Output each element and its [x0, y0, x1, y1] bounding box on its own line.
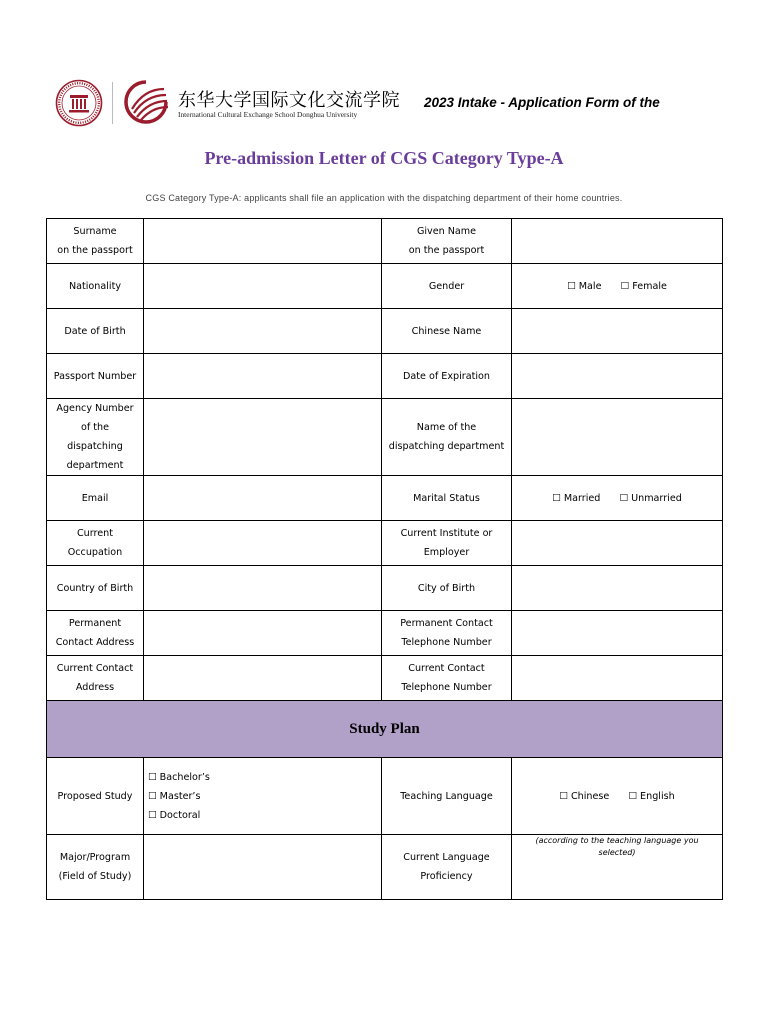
checkbox-icon[interactable]: ☐	[552, 492, 561, 504]
study-options	[144, 758, 382, 835]
expiration-field[interactable]	[512, 354, 723, 399]
email-label: Email	[47, 476, 144, 521]
master-option[interactable]: ☐ Master’s	[148, 790, 201, 802]
gender-male-option[interactable]: ☐ Male	[567, 280, 602, 292]
application-form-table	[46, 218, 723, 900]
language-options	[512, 758, 723, 835]
table-row	[47, 476, 723, 521]
logo-divider	[112, 82, 113, 124]
passport-number-field[interactable]	[144, 354, 382, 399]
perm-phone-field[interactable]	[512, 611, 723, 656]
gender-label: Gender	[382, 264, 512, 309]
table-row	[47, 264, 723, 309]
checkbox-icon[interactable]: ☐	[628, 790, 637, 802]
city-birth-field[interactable]	[512, 566, 723, 611]
major-field[interactable]	[144, 835, 382, 900]
perm-phone-label: Permanent Contact Telephone Number	[382, 611, 512, 656]
school-name-chinese: 东华大学国际文化交流学院	[178, 90, 400, 111]
proposed-study-label: Proposed Study	[47, 758, 144, 835]
passport-number-label: Passport Number	[47, 354, 144, 399]
study-plan-heading: Study Plan	[47, 701, 723, 758]
doctoral-option[interactable]: ☐ Doctoral	[148, 809, 201, 821]
language-chinese-option[interactable]: ☐ Chinese	[559, 790, 610, 802]
marital-unmarried-option[interactable]: ☐ Unmarried	[619, 492, 682, 504]
institute-label: Current Institute or Employer	[382, 521, 512, 566]
chinese-name-field[interactable]	[512, 309, 723, 354]
country-birth-field[interactable]	[144, 566, 382, 611]
surname-field[interactable]	[144, 219, 382, 264]
header	[0, 0, 768, 140]
language-proficiency-field[interactable]	[512, 835, 723, 900]
surname-label: Surname on the passport	[47, 219, 144, 264]
school-name-english: International Cultural Exchange School Donghua University	[178, 110, 358, 119]
teaching-language-label: Teaching Language	[382, 758, 512, 835]
curr-address-field[interactable]	[144, 656, 382, 701]
checkbox-icon[interactable]: ☐	[559, 790, 568, 802]
perm-address-label: Permanent Contact Address	[47, 611, 144, 656]
checkbox-icon[interactable]: ☐	[619, 492, 629, 504]
nationality-label: Nationality	[47, 264, 144, 309]
curr-address-label: Current Contact Address	[47, 656, 144, 701]
marital-status-label: Marital Status	[382, 476, 512, 521]
school-emblem-icon	[122, 79, 170, 125]
gender-options	[512, 264, 723, 309]
marital-married-option[interactable]: ☐ Married	[552, 492, 601, 504]
perm-address-field[interactable]	[144, 611, 382, 656]
dept-name-field[interactable]	[512, 399, 723, 476]
nationality-field[interactable]	[144, 264, 382, 309]
table-row	[47, 566, 723, 611]
intake-heading: 2023 Intake - Application Form of the	[424, 95, 660, 110]
checkbox-icon[interactable]: ☐	[148, 809, 157, 821]
table-row	[47, 399, 723, 476]
occupation-label: Current Occupation	[47, 521, 144, 566]
given-name-field[interactable]	[512, 219, 723, 264]
checkbox-icon[interactable]: ☐	[148, 790, 157, 802]
university-seal-icon	[55, 79, 103, 127]
city-birth-label: City of Birth	[382, 566, 512, 611]
curr-phone-field[interactable]	[512, 656, 723, 701]
bachelor-option[interactable]: ☐ Bachelor’s	[148, 771, 210, 783]
page-title: Pre-admission Letter of CGS Category Type-A	[204, 148, 564, 168]
table-row	[47, 309, 723, 354]
language-proficiency-label: Current Language Proficiency	[382, 835, 512, 900]
category-note: CGS Category Type-A: applicants shall file an application with the dispatching department of their home countries.	[145, 193, 623, 203]
proficiency-hint: (according to the teaching language you selected)	[535, 836, 699, 857]
occupation-field[interactable]	[144, 521, 382, 566]
major-label: Major/Program (Field of Study)	[47, 835, 144, 900]
chinese-name-label: Chinese Name	[382, 309, 512, 354]
checkbox-icon[interactable]: ☐	[567, 280, 576, 292]
table-row	[47, 521, 723, 566]
language-english-option[interactable]: ☐ English	[628, 790, 675, 802]
given-name-label: Given Name on the passport	[382, 219, 512, 264]
agency-number-label: Agency Number of the dispatching department	[47, 399, 144, 476]
dob-field[interactable]	[144, 309, 382, 354]
expiration-label: Date of Expiration	[382, 354, 512, 399]
gender-female-option[interactable]: ☐ Female	[620, 280, 667, 292]
table-row	[47, 354, 723, 399]
checkbox-icon[interactable]: ☐	[620, 280, 630, 292]
dob-label: Date of Birth	[47, 309, 144, 354]
institute-field[interactable]	[512, 521, 723, 566]
table-row	[47, 835, 723, 900]
email-field[interactable]	[144, 476, 382, 521]
marital-options	[512, 476, 723, 521]
checkbox-icon[interactable]: ☐	[148, 771, 157, 783]
table-row	[47, 758, 723, 835]
agency-number-field[interactable]	[144, 399, 382, 476]
country-birth-label: Country of Birth	[47, 566, 144, 611]
table-row	[47, 219, 723, 264]
curr-phone-label: Current Contact Telephone Number	[382, 656, 512, 701]
table-row	[47, 656, 723, 701]
table-row	[47, 611, 723, 656]
table-row	[47, 701, 723, 758]
dept-name-label: Name of the dispatching department	[382, 399, 512, 476]
